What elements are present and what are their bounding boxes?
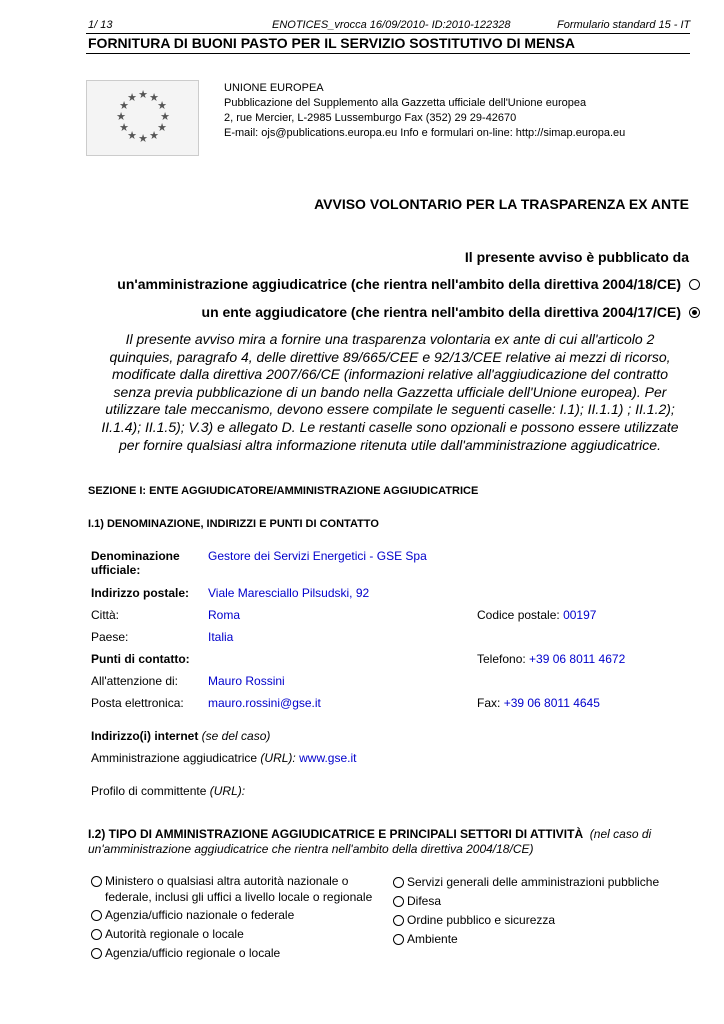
svg-text:★: ★ [138,132,148,145]
admin-url-link[interactable]: www.gse.it [299,751,357,765]
address-value: Viale Maresciallo Pilsudski, 92 [208,586,370,600]
admin-url-row [91,751,356,765]
subsection-heading-i2 [88,827,688,857]
option-label: Ordine pubblico e sicurezza [407,913,556,927]
intro-line: senza previa pubblicazione di un bando nella Gazzetta ufficiale dell'Unione europea). Per [113,383,667,400]
buyer-url-label: (URL): [209,784,246,798]
option-regional-authority[interactable] [91,927,244,941]
option-label: Ministero o qualsiasi altra autorità nazionale o [105,874,349,888]
published-by-label: Il presente avviso è pubblicato da [464,249,689,265]
publisher-line-2: Pubblicazione del Supplemento alla Gazzetta ufficiale dell'Unione europea [224,97,587,109]
option-environment[interactable] [393,932,458,946]
option-contracting-entity-label: un ente aggiudicatore (che rientra nell'ambito della direttiva 2004/17/CE) [201,304,681,320]
option-label: federale, inclusi gli uffici a livello locale o regionale [105,889,373,904]
radio-public-order[interactable] [393,915,404,926]
city-label: Città: [91,608,120,622]
intro-line: Il presente avviso mira a fornire una trasparenza volontaria ex ante di cui all'articolo 2 [125,331,655,347]
radio-defence[interactable] [393,896,404,907]
svg-text:★: ★ [127,91,137,104]
option-label: Servizi generali delle amministrazioni pubbliche [407,875,660,889]
option-general-services[interactable] [393,875,659,889]
address-label: Indirizzo postale: [91,586,190,600]
fax [477,696,600,710]
intro-line: utilizzare tale meccanismo, devono essere compilate le seguenti caselle: I.1); II.1.1) ; II.1.2); [105,401,675,418]
option-regional-agency[interactable] [91,946,280,960]
postal-code-label: Codice postale: [477,608,560,622]
internet-note: (se del caso) [201,729,271,743]
attention-value: Mauro Rossini [208,674,285,688]
svg-text:★: ★ [149,129,159,142]
option-ministry[interactable] [91,874,391,905]
country-label: Paese: [91,630,129,644]
radio-environment[interactable] [393,934,404,945]
option-contracting-entity[interactable] [202,304,700,320]
svg-text:★: ★ [119,99,129,112]
svg-text:★: ★ [119,121,129,134]
publisher-address: 2, rue Mercier, L-2985 Lussemburgo Fax (352) 29 29-42670 [224,112,517,124]
country-value: Italia [208,630,234,644]
option-label: Agenzia/ufficio nazionale o federale [105,908,295,922]
page-title: FORNITURA DI BUONI PASTO PER IL SERVIZIO SOSTITUTIVO DI MENSA [88,35,575,51]
eu-flag-logo [86,80,199,156]
radio-regional-authority[interactable] [91,929,102,940]
title-rule [86,53,690,54]
attention-label: All'attenzione di: [91,674,179,688]
option-national-agency[interactable] [91,908,294,922]
radio-national-agency[interactable] [91,910,102,921]
phone-label: Telefono: [477,652,526,666]
email-value[interactable]: mauro.rossini@gse.it [208,696,321,710]
radio-ministry[interactable] [91,876,102,887]
fax-value: +39 06 8011 4645 [503,696,600,710]
svg-text:★: ★ [116,110,126,123]
admin-url-label: (URL): [260,751,296,765]
subsection-i2-note: un'amministrazione aggiudicatrice che rientra nell'ambito della direttiva 2004/18/CE) [88,842,534,856]
publisher-line-1: UNIONE EUROPEA [224,82,324,94]
buyer-profile-label: Profilo di committente [91,784,207,798]
document-id: ENOTICES_vrocca 16/09/2010- ID:2010-122328 [272,19,511,31]
option-label: Agenzia/ufficio regionale o locale [105,946,281,960]
page-number: 1/ 13 [88,19,113,31]
svg-text:★: ★ [157,121,167,134]
svg-text:★: ★ [127,129,137,142]
option-label: Autorità regionale o locale [105,927,244,941]
option-label: Ambiente [407,932,458,946]
subsection-i2-note: (nel caso di [589,827,652,841]
intro-paragraph [80,331,700,454]
contact-points-label: Punti di contatto: [91,652,190,666]
subsection-i2-title: I.2) TIPO DI AMMINISTRAZIONE AGGIUDICATRICE E PRINCIPALI SETTORI DI ATTIVITÀ [88,827,584,841]
header-rule [86,33,690,34]
internet-label: Indirizzo(i) internet [91,729,199,743]
option-public-order[interactable] [393,913,555,927]
phone [477,652,625,666]
form-name: Formulario standard 15 - IT [557,19,691,31]
city-value: Roma [208,608,241,622]
option-label: Difesa [407,894,442,908]
name-label-line: ufficiale: [91,563,141,577]
radio-general-services[interactable] [393,877,404,888]
name-label-line: Denominazione [91,549,180,563]
intro-line: modificate dalla direttiva 2007/66/CE (informazioni relative all'aggiudicazione del contratto [112,366,668,383]
intro-line: per fornire qualsiasi altra informazione ritenuta utile dall'amministrazione aggiudicatrice. [119,436,661,453]
publisher-email: E-mail: ojs@publications.europa.eu Info e formulari on-line: http://simap.europa.eu [224,127,626,139]
postal-code-value: 00197 [563,608,597,622]
internet-addresses [91,729,270,743]
radio-contracting-authority[interactable] [689,279,700,290]
name-value: Gestore dei Servizi Energetici - GSE Spa [208,549,427,563]
radio-contracting-entity[interactable] [689,307,700,318]
svg-text:★: ★ [160,110,170,123]
name-label [91,549,180,577]
postal-code [477,608,596,622]
svg-text:★: ★ [157,99,167,112]
intro-line: II.1.4); II.1.5); V.3) e allegato D. Le restanti caselle sono opzionali e possono essere utilizzate [101,418,679,435]
section-heading: SEZIONE I: ENTE AGGIUDICATORE/AMMINISTRAZIONE AGGIUDICATRICE [88,485,479,497]
email-label: Posta elettronica: [91,696,184,710]
svg-text:★: ★ [138,88,148,101]
phone-value: +39 06 8011 4672 [529,652,626,666]
option-contracting-authority-label: un'amministrazione aggiudicatrice (che rientra nell'ambito della direttiva 2004/18/CE) [117,276,681,292]
svg-text:★: ★ [149,91,159,104]
notice-title: AVVISO VOLONTARIO PER LA TRASPARENZA EX ANTE [314,196,689,212]
option-contracting-authority[interactable] [117,276,700,292]
radio-regional-agency[interactable] [91,948,102,959]
option-defence[interactable] [393,894,441,908]
subsection-heading-i1: I.1) DENOMINAZIONE, INDIRIZZI E PUNTI DI CONTATTO [88,518,379,530]
intro-line: quinquies, paragrafo 4, delle direttive 89/665/CEE e 92/13/CEE relative ai mezzi di ricorso, [109,348,671,365]
fax-label: Fax: [477,696,501,710]
eu-stars-icon [87,81,198,155]
buyer-profile-row [91,784,245,798]
admin-label: Amministrazione aggiudicatrice [91,751,258,765]
